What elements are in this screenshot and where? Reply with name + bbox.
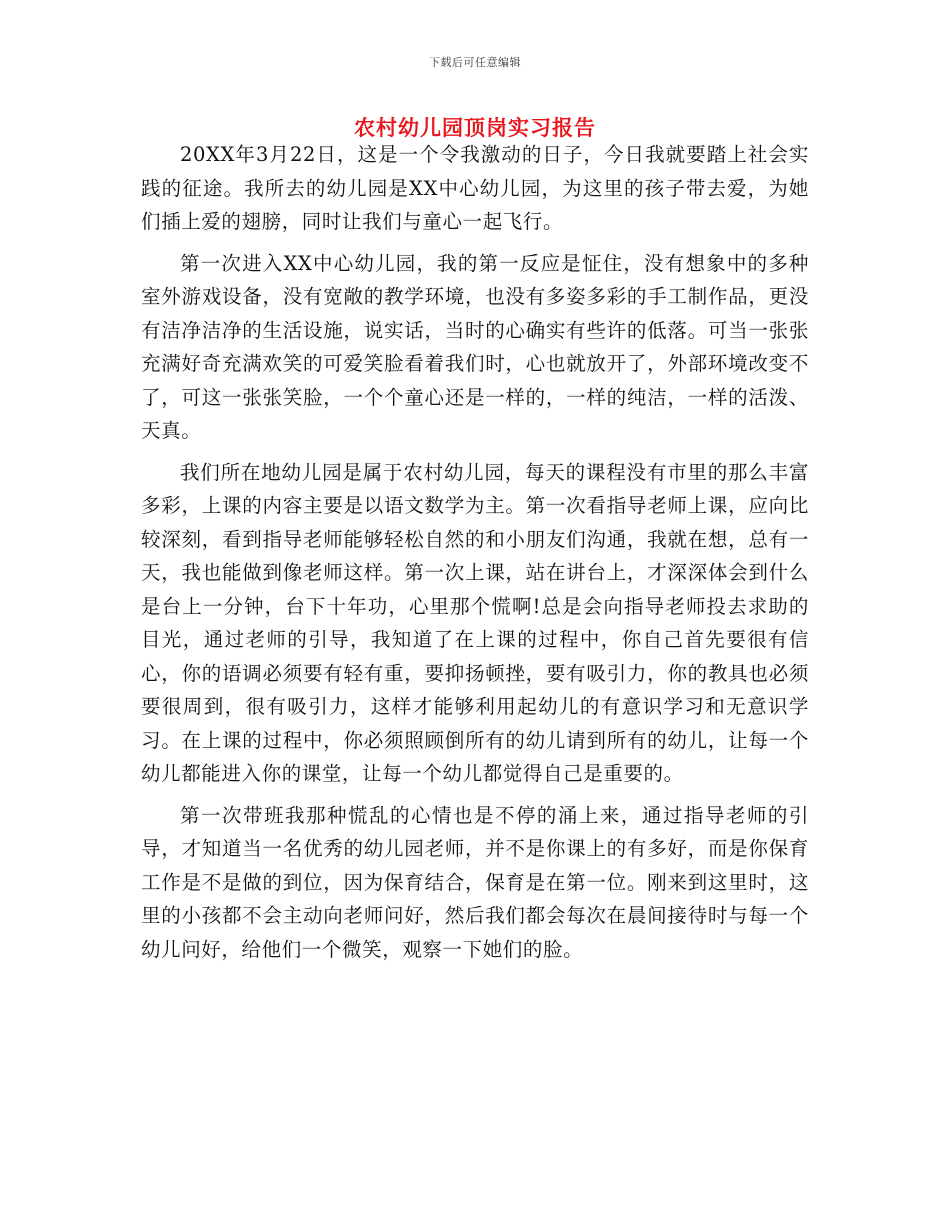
paragraph-1: 20XX年3月22日，这是一个令我激动的日子，今日我就要踏上社会实践的征途。我所去的幼儿园是XX中心幼儿园，为这里的孩子带去爱，为她们插上爱的翅膀，同时让我们与童心一起飞行。 [141,143,809,233]
document-title: 农村幼儿园顶岗实习报告 [354,116,596,140]
document-body [141,138,809,974]
paragraph-2: 第一次进入XX中心幼儿园，我的第一反应是怔住，没有想象中的多种室外游戏设备，没有宽敞的教学环境，也没有多姿多彩的手工制作品，更没有洁净洁净的生活设施，说实话，当时的心确实有些许的低落。可当一张张充满好奇充满欢笑的可爱笑脸看着我们时，心也就放开了，外部环境改变不了，可这一张张笑脸，一个个童心还是一样的，一样的纯洁，一样的活泼、天真。 [141,251,809,442]
paragraph-3: 我们所在地幼儿园是属于农村幼儿园，每天的课程没有市里的那么丰富多彩，上课的内容主要是以语文数学为主。第一次看指导老师上课，应向比较深刻，看到指导老师能够轻松自然的和小朋友们沟通，我就在想，总有一天，我也能做到像老师这样。第一次上课，站在讲台上，才深深体会到什么是台上一分钟，台下十年功，心里那个慌啊!总是会向指导老师投去求助的目光，通过老师的引导，我知道了在上课的过程中，你自己首先要很有信心，你的语调必须要有轻有重，要抑扬顿挫，要有吸引力，你的教具也必须要很周到，很有吸引力，这样才能够利用起幼儿的有意识学习和无意识学习。在上课的过程中，你必须照顾倒所有的幼儿请到所有的幼儿，让每一个幼儿都能进入你的课堂，让每一个幼儿都觉得自己是重要的。 [141,460,809,785]
header-note: 下载后可任意编辑 [429,56,521,69]
paragraph-4: 第一次带班我那种慌乱的心情也是不停的涌上来，通过指导老师的引导，才知道当一名优秀的幼儿园老师，并不是你课上的有多好，而是你保育工作是不是做的到位，因为保育结合，保育是在第一位。刚来到这里时，这里的小孩都不会主动向老师问好，然后我们都会每次在晨间接待时与每一个幼儿问好，给他们一个微笑，观察一下她们的脸。 [141,803,809,961]
